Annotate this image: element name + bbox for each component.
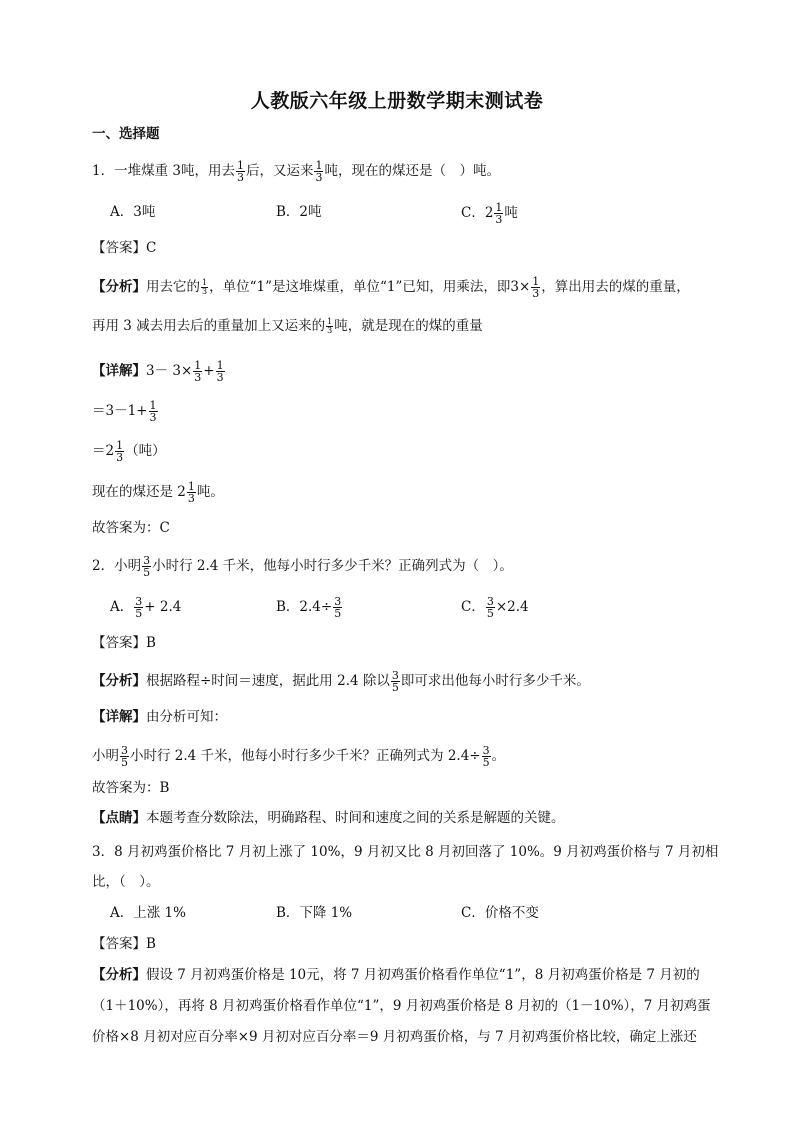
fraction: $\frac{3}{5}$ [486,595,494,620]
fraction: $\frac{1}{3}$ [236,159,244,184]
q3-option-a: A．上涨 1% [110,905,186,921]
fraction: $\frac{1}{3}$ [194,359,202,384]
q2-option-a: A． $\frac{3}{5}$ + 2.4 [110,595,182,620]
q2-final: 故答案为：B [92,780,170,796]
fraction: $\frac{1}{3}$ [116,439,124,464]
q1-option-c: C．2 $\frac{1}{3}$ 吨 [461,201,518,226]
q2-option-c: C． $\frac{3}{5}$ ×2.4 [461,595,529,620]
q1-answer: 【答案】C [92,240,157,256]
page-title: 人教版六年级上册数学期末测试卷 [250,90,544,112]
q1-result: 现在的煤还是 2 $\frac{1}{3}$ 吨。 [92,480,224,505]
fraction: $\frac{3}{5}$ [121,744,128,769]
q3-option-b: B．下降 1% [276,905,353,921]
q1-step-2: ＝3－1+ $\frac{1}{3}$ [92,399,157,424]
q1-option-b: B．2吨 [276,204,322,220]
q1-step-3: ＝2 $\frac{1}{3}$ （吨） [92,439,166,464]
q1-option-a: A．3吨 [110,204,156,220]
q2-note: 【点睛】本题考查分数除法，明确路程、时间和速度之间的关系是解题的关键。 [92,810,565,826]
q3-stem-2: 比，（ ）。 [92,874,160,890]
q3-analysis-2: （1＋10%），再将 8 月初鸡蛋价格看作单位“1”，9 月初鸡蛋价格是 8 月初的（1－10%），7 月初鸡蛋 [92,998,711,1014]
fraction: $\frac{1}{3}$ [149,399,157,424]
fraction: $\frac{1}{3}$ [327,317,333,335]
q1-final: 故答案为：C [92,520,170,536]
fraction: $\frac{1}{3}$ [187,480,195,505]
q1-detail: 【详解】3－ 3× $\frac{1}{3}$ + $\frac{1}{3}$ [92,359,224,384]
fraction: $\frac{3}{5}$ [482,744,490,769]
q3-answer: 【答案】B [92,936,156,952]
fraction: $\frac{1}{3}$ [315,159,323,184]
section-heading: 一、选择题 [92,126,160,142]
fraction: $\frac{3}{5}$ [135,595,143,620]
fraction: $\frac{1}{3}$ [532,275,540,300]
q2-detail-2: 小明 $\frac{3}{5}$ 小时行 2.4 千米，他每小时行多少千米？正确列式为 2.4÷ $\frac{3}{5}$ 。 [92,744,506,769]
q3-analysis: 【分析】假设 7 月初鸡蛋价格是 10元，将 7 月初鸡蛋价格看作单位“1”，8 月初鸡蛋价格是 7 月初的 [92,967,700,983]
q2-answer: 【答案】B [92,635,156,651]
q1-analysis: 【分析】用去它的 $\frac{1}{3}$ ，单位“1”是这堆煤重，单位“1”已知，用乘法，即3× $\frac{1}{3}$ ，算出用去的煤的重量， [92,275,690,300]
q3-option-c: C．价格不变 [461,905,539,921]
fraction: $\frac{3}{5}$ [391,669,399,694]
q3-analysis-3: 价格×8 月初对应百分率×9 月初对应百分率＝9 月初鸡蛋价格，与 7 月初鸡蛋价格比较，确定上涨还 [92,1029,697,1045]
fraction: $\frac{1}{3}$ [216,359,224,384]
fraction: $\frac{1}{3}$ [495,201,503,226]
fraction: $\frac{3}{5}$ [334,595,342,620]
q1-stem: 1．一堆煤重 3吨，用去 $\frac{1}{3}$ 后，又运来 $\frac{1}{3}$ 吨，现在的煤还是（ ）吨。 [92,159,500,184]
q2-option-b: B．2.4÷ $\frac{3}{5}$ [276,595,342,620]
fraction: $\frac{3}{5}$ [143,554,151,579]
q2-detail: 【详解】由分析可知： [92,709,227,725]
q2-analysis: 【分析】根据路程÷时间＝速度，据此用 2.4 除以 $\frac{3}{5}$ 即可求出他每小时行多少千米。 [92,669,590,694]
q2-stem: 2．小明 $\frac{3}{5}$ 小时行 2.4 千米，他每小时行多少千米？正确列式为（ ）。 [92,554,513,579]
q3-stem: 3．8 月初鸡蛋价格比 7 月初上涨了 10%，9 月初又比 8 月初回落了 10%。9 月初鸡蛋价格与 7 月初相 [92,844,719,860]
fraction: $\frac{1}{3}$ [202,278,208,296]
q1-analysis-2: 再用 3 减去用去后的重量加上又运来的 $\frac{1}{3}$ 吨，就是现在的煤的重量 [92,317,483,335]
